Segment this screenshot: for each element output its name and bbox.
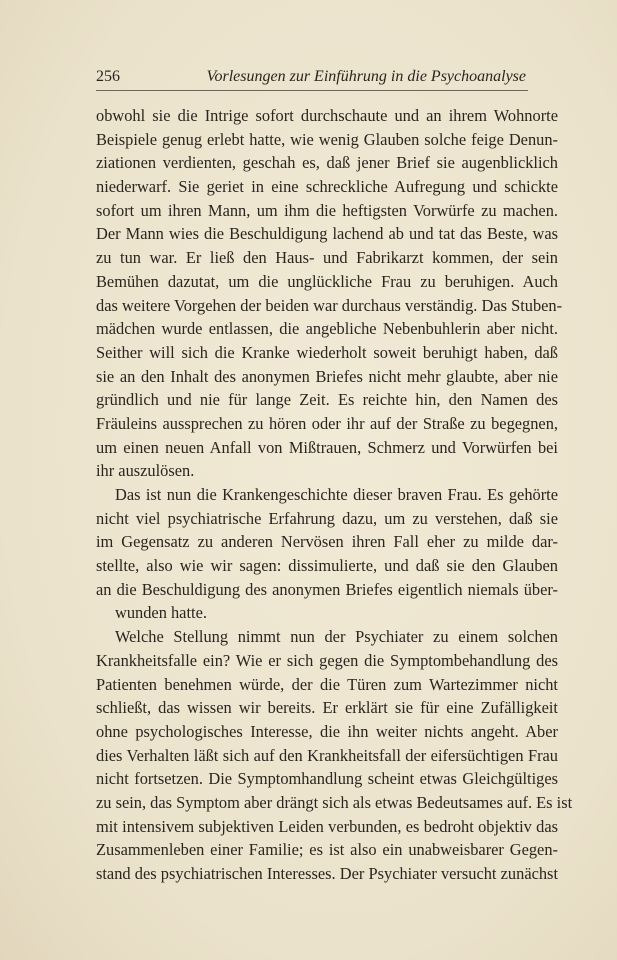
text-line: um einen neuen Anfall von Mißtrauen, Schmerz und Vorwürfen bei — [96, 437, 558, 457]
text-line-first: Welche Stellung nimmt nun der Psychiater zu einem solchen — [115, 627, 558, 647]
text-line: stellte, also wie wir sagen: dissimulierte, und daß sie den Glauben — [96, 556, 558, 576]
text-line: im Gegensatz zu anderen Nervösen ihren Fall eher zu milde dar- — [96, 532, 558, 552]
text-line: stand des psychiatrischen Interesses. Der Psychiater versucht zunächst — [96, 864, 558, 883]
text-line: Krankheitsfalle ein? Wie er sich gegen die Symptombehandlung des — [96, 650, 558, 670]
text-line: Bemühen dazutat, um die unglückliche Frau zu beruhigen. Auch — [96, 271, 558, 291]
text-line: Seither will sich die Kranke wiederholt soweit beruhigt haben, daß — [96, 342, 558, 362]
text-line: zu tun war. Er ließ den Haus- und Fabrikarzt kommen, der sein — [96, 248, 558, 268]
text-line: zu sein, das Symptom aber drängt sich als etwas Bedeutsames auf. Es ist — [96, 792, 573, 812]
text-line: Patienten benehmen würde, der die Türen zum Wartezimmer nicht — [96, 674, 558, 694]
text-line: nicht fortsetzen. Die Symptomhandlung scheint etwas Gleichgültiges — [96, 769, 558, 789]
text-line-last: ihr auszulösen. — [96, 461, 195, 481]
text-line: schließt, das wissen wir bereits. Er erklärt sie für eine Zufälligkeit — [96, 698, 558, 718]
body-text — [96, 104, 573, 886]
text-line: dies Verhalten läßt sich auf den Krankheitsfall der eifersüchtigen Frau — [96, 745, 558, 765]
text-line: Fräuleins aussprechen zu hören oder ihr auf der Straße zu begegnen, — [96, 413, 558, 433]
text-line: sofort um ihren Mann, um ihm die heftigsten Vorwürfe zu machen. — [96, 200, 558, 220]
text-line: obwohl sie die Intrige sofort durchschaute und an ihrem Wohnorte — [96, 106, 558, 125]
text-line-first: Das ist nun die Krankengeschichte dieser braven Frau. Es gehörte — [115, 485, 558, 504]
text-line: niederwarf. Sie geriet in eine schreckliche Aufregung und schickte — [96, 177, 558, 197]
paragraph-1 — [96, 104, 563, 483]
running-title: Vorlesungen zur Einführung in die Psychoanalyse — [206, 68, 526, 85]
running-header — [96, 68, 528, 91]
text-line: ziationen verdienten, geschah es, daß jener Brief sie augenblicklich — [96, 153, 558, 173]
text-line-last: wunden hatte. — [115, 603, 207, 623]
text-line: an die Beschuldigung des anonymen Briefes eigentlich niemals über- — [96, 579, 558, 599]
text-line: mädchen wurde entlassen, die angebliche Nebenbuhlerin aber nicht. — [96, 319, 558, 339]
text-line: nicht viel psychiatrische Erfahrung dazu, um zu verstehen, daß sie — [96, 508, 558, 528]
text-line: gründlich und nie für lange Zeit. Es reichte hin, den Namen des — [96, 390, 558, 410]
text-line: Der Mann wies die Beschuldigung lachend ab und tat das Beste, was — [96, 224, 558, 244]
text-line: Zusammenleben einer Familie; es ist also ein unabweisbarer Gegen- — [96, 840, 558, 860]
text-line: das weitere Vorgehen der beiden war durchaus verständig. Das Stuben- — [96, 295, 563, 315]
text-line: ohne psychologisches Interesse, die ihn weiter nichts angeht. Aber — [96, 721, 558, 741]
paragraph-3 — [96, 625, 573, 886]
text-line: mit intensivem subjektiven Leiden verbunden, es bedroht objektiv das — [96, 816, 558, 836]
text-line: sie an den Inhalt des anonymen Briefes nicht mehr glaubte, aber nie — [96, 366, 558, 386]
page-number: 256 — [96, 68, 120, 85]
paragraph-2 — [96, 483, 558, 625]
text-line: Beispiele genug erlebt hatte, wie wenig Glauben solche feige Denun- — [96, 129, 558, 149]
